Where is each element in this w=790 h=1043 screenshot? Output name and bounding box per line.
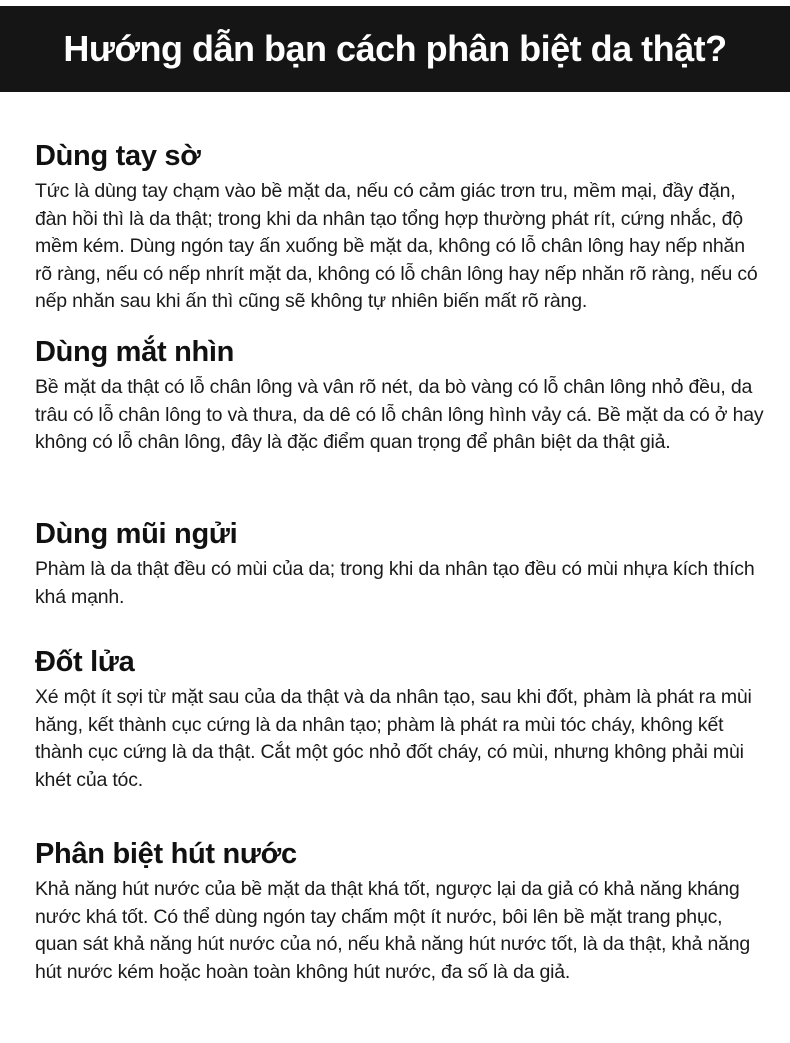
section-paragraph: Phàm là da thật đều có mùi của da; trong khi da nhân tạo đều có mùi nhựa kích thích khá mạnh. bbox=[35, 558, 755, 608]
section-heading: Dùng mắt nhìn bbox=[35, 336, 235, 368]
section-paragraph: Bề mặt da thật có lỗ chân lông và vân rõ nét, da bò vàng có lỗ chân lông nhỏ đều, da trâu có lỗ chân lông to và thưa, da dê có lỗ chân lông hình vảy cá. Bề mặt da có ở hay không có lỗ chân lông, đây là đặc điểm quan trọng để phân biệt da thật giả. bbox=[35, 376, 764, 453]
section-paragraph: Xé một ít sợi từ mặt sau của da thật và da nhân tạo, sau khi đốt, phàm là phát ra mùi hăng, kết thành cục cứng là da nhân tạo; phàm là phát ra mùi tóc cháy, không kết thành cục cứng là da thật. Cắt một góc nhỏ đốt cháy, có mùi, nhưng không phải mùi khét của tóc. bbox=[35, 686, 752, 791]
section-heading: Dùng tay sờ bbox=[35, 140, 201, 172]
section-heading: Phân biệt hút nước bbox=[35, 838, 297, 870]
section-heading: Đốt lửa bbox=[35, 646, 135, 678]
section-paragraph: Tức là dùng tay chạm vào bề mặt da, nếu có cảm giác trơn tru, mềm mại, đầy đặn, đàn hồi thì là da thật; trong khi da nhân tạo tổng hợp thường phát rít, cứng nhắc, độ mềm kém. Dùng ngón tay ấn xuống bề mặt da, không có lỗ chân lông hay nếp nhăn rõ ràng, nếu có nếp nhrít mặt da, không có lỗ chân lông hay nếp nhăn rõ ràng, nếu có nếp nhăn sau khi ấn thì cũng sẽ không tự nhiên biến mất rõ ràng. bbox=[35, 180, 758, 312]
section-smell bbox=[35, 516, 765, 611]
title-banner bbox=[0, 6, 790, 92]
section-heading: Dùng mũi ngửi bbox=[35, 518, 238, 550]
section-touch bbox=[35, 138, 765, 316]
section-burn bbox=[35, 644, 765, 794]
page-title: Hướng dẫn bạn cách phân biệt da thật? bbox=[63, 28, 727, 69]
section-look bbox=[35, 334, 765, 457]
section-paragraph: Khả năng hút nước của bề mặt da thật khá tốt, ngược lại da giả có khả năng kháng nước khá tốt. Có thể dùng ngón tay chấm một ít nước, bôi lên bề mặt trang phục, quan sát khả năng hút nước của nó, nếu khả năng hút nước tốt, là da thật, khả năng hút nước kém hoặc hoàn toàn không hút nước, đa số là da giả. bbox=[35, 878, 751, 983]
section-water-absorption bbox=[35, 836, 765, 986]
